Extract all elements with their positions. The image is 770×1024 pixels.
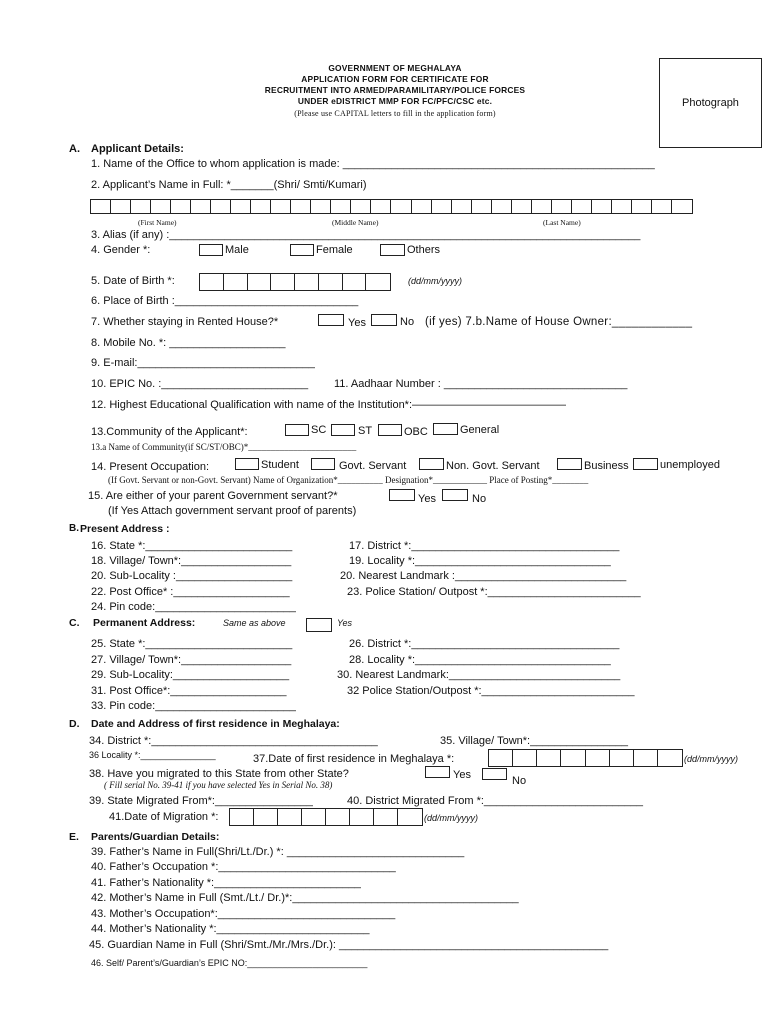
section-a-letter: A. bbox=[69, 143, 80, 155]
q8-mobile[interactable]: 8. Mobile No. *: ___________________ bbox=[91, 337, 286, 349]
q44-mother-nationality[interactable]: 44. Mother’s Nationality *:_________________________ bbox=[91, 923, 370, 935]
q29-sublocality[interactable]: 29. Sub-Locality:___________________ bbox=[91, 669, 290, 681]
q30-landmark[interactable]: 30. Nearest Landmark:____________________________ bbox=[337, 669, 621, 681]
q3-alias[interactable]: 3. Alias (if any) :_____________________________________________________________________________ bbox=[91, 229, 641, 241]
occupation-govt-label: Govt. Servant bbox=[339, 460, 407, 472]
section-c-letter: C. bbox=[69, 617, 80, 629]
rented-yes-label: Yes bbox=[348, 317, 366, 329]
occupation-nongovt-label: Non. Govt. Servant bbox=[446, 460, 540, 472]
gender-others-checkbox[interactable] bbox=[380, 244, 405, 256]
parent-govt-yes-label: Yes bbox=[418, 493, 436, 505]
community-general-checkbox[interactable] bbox=[433, 423, 458, 435]
q22-post-office[interactable]: 22. Post Office* :___________________ bbox=[91, 586, 290, 598]
community-obc-checkbox[interactable] bbox=[378, 424, 402, 436]
form-title-line1: GOVERNMENT OF MEGHALAYA bbox=[328, 63, 462, 73]
q6-place-of-birth[interactable]: 6. Place of Birth :______________________________ bbox=[91, 295, 359, 307]
form-title-line2: APPLICATION FORM FOR CERTIFICATE FOR bbox=[301, 74, 489, 84]
q40-father-occupation[interactable]: 40. Father’s Occupation *:_____________________________ bbox=[91, 861, 396, 873]
q40-district-migrated[interactable]: 40. District Migrated From *:__________________________ bbox=[347, 795, 643, 807]
q38-migrated-label: 38. Have you migrated to this State from other State? bbox=[89, 768, 349, 780]
photograph-label: Photograph bbox=[682, 97, 739, 109]
q37-first-residence-label: 37.Date of first residence in Meghalaya *: bbox=[253, 753, 455, 765]
gender-others-label: Others bbox=[407, 244, 441, 256]
q11-aadhaar[interactable]: 11. Aadhaar Number : ______________________________ bbox=[334, 378, 628, 390]
section-b-letter: B. bbox=[69, 523, 79, 534]
q39-father-name[interactable]: 39. Father’s Name in Full(Shri/Lt./Dr.) *: _____________________________ bbox=[91, 846, 465, 858]
gender-male-label: Male bbox=[225, 244, 249, 256]
community-general-label: General bbox=[460, 424, 500, 436]
q15-parent-govt-label: 15. Are either of your parent Government servant?* bbox=[88, 490, 338, 502]
form-title-line4: UNDER eDISTRICT MMP FOR FC/PFC/CSC etc. bbox=[297, 96, 493, 106]
q14-occupation-label: 14. Present Occupation: bbox=[91, 461, 210, 473]
community-sc-checkbox[interactable] bbox=[285, 424, 309, 436]
q4-gender-label: 4. Gender *: bbox=[91, 244, 151, 256]
q24-pincode[interactable]: 24. Pin code:_______________________ bbox=[91, 601, 296, 613]
q1-office-name[interactable]: 1. Name of the Office to whom application is made: ___________________________________________________ bbox=[91, 158, 655, 170]
parent-govt-no-checkbox[interactable] bbox=[442, 489, 468, 501]
same-as-above-yes: Yes bbox=[337, 618, 353, 628]
q34-district[interactable]: 34. District *:_____________________________________ bbox=[89, 735, 378, 747]
q45-guardian-name[interactable]: 45. Guardian Name in Full (Shri/Smt./Mr./Mrs./Dr.): ____________________________________________ bbox=[89, 939, 609, 951]
q27-village[interactable]: 27. Village/ Town*:__________________ bbox=[91, 654, 292, 666]
community-sc-label: SC bbox=[311, 424, 327, 436]
q7b-house-owner[interactable]: (if yes) 7.b.Name of House Owner:____________ bbox=[425, 316, 693, 328]
rented-no-checkbox[interactable] bbox=[371, 314, 397, 326]
gender-female-label: Female bbox=[316, 244, 353, 256]
q20b-landmark[interactable]: 20. Nearest Landmark :____________________________ bbox=[340, 570, 627, 582]
q2-applicant-name-label: 2. Applicant’s Name in Full: *_______(Shri/ Smti/Kumari) bbox=[91, 179, 367, 191]
q39-state-migrated[interactable]: 39. State Migrated From*:________________ bbox=[89, 795, 313, 807]
occupation-unemployed-checkbox[interactable] bbox=[633, 458, 658, 470]
q17-district[interactable]: 17. District *:__________________________________ bbox=[349, 540, 620, 552]
section-e-heading: Parents/Guardian Details: bbox=[91, 831, 220, 843]
q23-police-station[interactable]: 23. Police Station/ Outpost *:_________________________ bbox=[347, 586, 641, 598]
first-residence-date-hint: (dd/mm/yyyy) bbox=[684, 754, 738, 764]
migrated-no-checkbox[interactable] bbox=[482, 768, 507, 780]
rented-yes-checkbox[interactable] bbox=[318, 314, 344, 326]
q18-village[interactable]: 18. Village/ Town*:__________________ bbox=[91, 555, 292, 567]
applicant-name-char-grid[interactable] bbox=[90, 199, 693, 214]
q16-state[interactable]: 16. State *:________________________ bbox=[91, 540, 293, 552]
q31-post-office[interactable]: 31. Post Office*:___________________ bbox=[91, 685, 287, 697]
q25-state[interactable]: 25. State *:________________________ bbox=[91, 638, 293, 650]
same-as-above-label: Same as above bbox=[223, 618, 286, 628]
occupation-student-label: Student bbox=[261, 459, 299, 471]
occupation-student-checkbox[interactable] bbox=[235, 458, 259, 470]
occupation-business-label: Business bbox=[584, 460, 629, 472]
q41-migration-date-label: 41.Date of Migration *: bbox=[109, 811, 219, 823]
first-residence-date-grid[interactable] bbox=[488, 749, 683, 767]
community-st-label: ST bbox=[358, 425, 373, 437]
parent-govt-yes-checkbox[interactable] bbox=[389, 489, 415, 501]
occupation-govt-checkbox[interactable] bbox=[311, 458, 335, 470]
section-b-heading: Present Address : bbox=[80, 523, 170, 535]
q13-community-label: 13.Community of the Applicant*: bbox=[91, 426, 248, 438]
q12-education[interactable]: 12. Highest Educational Qualification with name of the Institution*:—————————————— bbox=[91, 399, 567, 411]
section-c-heading: Permanent Address: bbox=[93, 617, 196, 629]
migration-date-grid[interactable] bbox=[229, 808, 423, 826]
q26-district[interactable]: 26. District *:__________________________________ bbox=[349, 638, 620, 650]
q28-locality[interactable]: 28. Locality *:________________________________ bbox=[349, 654, 611, 666]
q36-locality[interactable]: 36 Locality *:_______________ bbox=[89, 750, 216, 760]
rented-no-label: No bbox=[400, 316, 415, 328]
q13a-community-name[interactable]: 13.a Name of Community(if SC/ST/OBC)*________________________ bbox=[91, 442, 357, 452]
first-name-caption: (First Name) bbox=[138, 218, 177, 227]
q43-mother-occupation[interactable]: 43. Mother’s Occupation*:_____________________________ bbox=[91, 908, 396, 920]
form-title-line3: RECRUITMENT INTO ARMED/PARAMILITARY/POLICE FORCES bbox=[264, 85, 526, 95]
section-d-heading: Date and Address of first residence in Meghalaya: bbox=[91, 718, 340, 730]
q10-epic[interactable]: 10. EPIC No. :________________________ bbox=[91, 378, 309, 390]
gender-female-checkbox[interactable] bbox=[290, 244, 314, 256]
section-e-letter: E. bbox=[69, 831, 79, 843]
middle-name-caption: (Middle Name) bbox=[332, 218, 379, 227]
community-st-checkbox[interactable] bbox=[331, 424, 355, 436]
dob-format-hint: (dd/mm/yyyy) bbox=[408, 276, 462, 286]
q32-police-station[interactable]: 32 Police Station/Outpost *:_________________________ bbox=[347, 685, 635, 697]
parent-govt-no-label: No bbox=[472, 493, 487, 505]
occupation-nongovt-checkbox[interactable] bbox=[419, 458, 444, 470]
photograph-box[interactable] bbox=[659, 58, 762, 148]
q9-email[interactable]: 9. E-mail:_____________________________ bbox=[91, 357, 315, 369]
q35-village[interactable]: 35. Village/ Town*:________________ bbox=[440, 735, 628, 747]
section-d-letter: D. bbox=[69, 718, 80, 730]
q15-note: (If Yes Attach government servant proof of parents) bbox=[108, 505, 357, 517]
q42-mother-name[interactable]: 42. Mother’s Name in Full (Smt./Lt./ Dr.)*:_____________________________________ bbox=[91, 892, 519, 904]
q41-father-nationality[interactable]: 41. Father’s Nationality *:________________________ bbox=[91, 877, 361, 889]
occupation-business-checkbox[interactable] bbox=[557, 458, 582, 470]
gender-male-checkbox[interactable] bbox=[199, 244, 223, 256]
q33-pincode[interactable]: 33. Pin code:_______________________ bbox=[91, 700, 296, 712]
last-name-caption: (Last Name) bbox=[543, 218, 581, 227]
migrated-yes-label: Yes bbox=[453, 769, 471, 781]
occupation-unemployed-label: unemployed bbox=[660, 459, 720, 471]
migrated-no-label: No bbox=[512, 775, 527, 787]
q7-rented-house-label: 7. Whether staying in Rented House?* bbox=[91, 316, 279, 328]
community-obc-label: OBC bbox=[404, 426, 428, 438]
q38-note: ( Fill serial No. 39-41 if you have selected Yes in Serial No. 38) bbox=[104, 780, 333, 790]
same-as-above-checkbox[interactable] bbox=[306, 618, 332, 632]
dob-char-grid[interactable] bbox=[199, 273, 391, 291]
form-instructions: (Please use CAPITAL letters to fill in the application form) bbox=[294, 109, 496, 118]
section-a-heading: Applicant Details: bbox=[91, 143, 184, 155]
q5-dob-label: 5. Date of Birth *: bbox=[91, 275, 175, 287]
migration-date-hint: (dd/mm/yyyy) bbox=[424, 813, 478, 823]
q20-sublocality[interactable]: 20. Sub-Locality :___________________ bbox=[91, 570, 293, 582]
migrated-yes-checkbox[interactable] bbox=[425, 766, 450, 778]
q14-organization-details[interactable]: (If Govt. Servant or non-Govt. Servant) Name of Organization*__________ Designation*____________ Place of Posting*________ bbox=[108, 475, 589, 485]
q46-epic-number[interactable]: 46. Self/ Parent’s/Guardian’s EPIC NO:________________________ bbox=[91, 958, 368, 968]
q19-locality[interactable]: 19. Locality *:________________________________ bbox=[349, 555, 611, 567]
